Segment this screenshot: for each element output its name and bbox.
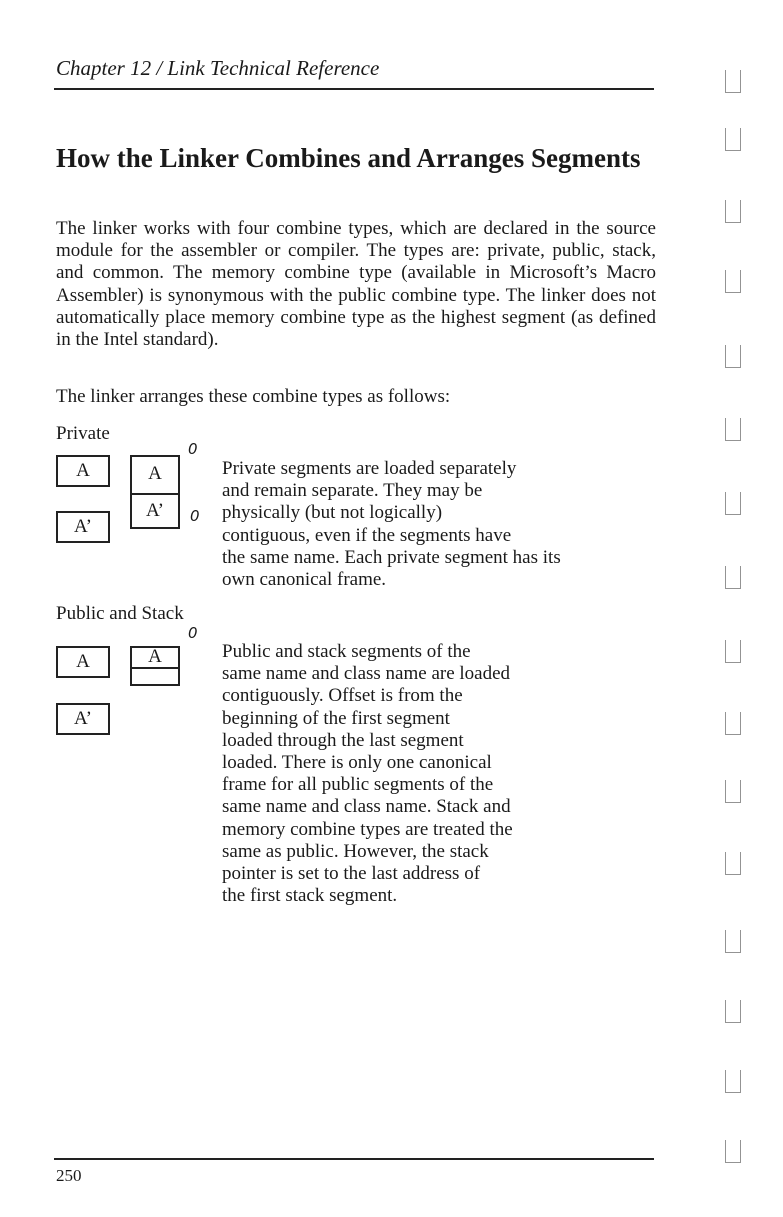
binding-edge-mark (725, 492, 741, 515)
header-rule (54, 88, 654, 90)
public-description-line: same name and class name are loaded (222, 663, 511, 685)
binding-edge-mark (725, 566, 741, 589)
public-segment-a-label: A (76, 651, 90, 672)
public-origin-zero-top: 0 (188, 624, 198, 642)
public-description-line: loaded. There is only one canonical (222, 752, 492, 774)
binding-edge-mark (725, 418, 741, 441)
private-description-line: the same name. Each private segment has its (222, 546, 561, 568)
public-description-line: frame for all public segments of the (222, 774, 494, 796)
public-memory-stack (130, 646, 180, 686)
public-stack-heading: Public and Stack (56, 603, 184, 624)
public-description-line: contiguously. Offset is from the (222, 685, 463, 707)
private-description-line: and remain separate. They may be (222, 480, 483, 502)
binding-edge-mark (725, 128, 741, 151)
private-description-line: contiguous, even if the segments have (222, 524, 512, 546)
private-memory-stack (130, 455, 180, 529)
public-description-line: same name and class name. Stack and (222, 796, 511, 818)
public-description-line: loaded through the last segment (222, 729, 464, 751)
private-segment-a (56, 455, 110, 487)
public-description-line: the first stack segment. (222, 885, 398, 907)
private-segment-a-prime-label: A’ (74, 516, 92, 537)
public-description-line: Public and stack segments of the (222, 641, 471, 662)
footer-rule (54, 1158, 654, 1160)
public-segment-a-prime (56, 703, 110, 735)
public-description-line: pointer is set to the last address of (222, 863, 481, 885)
private-origin-zero-mid: 0 (190, 507, 200, 525)
binding-edge-mark (725, 852, 741, 875)
private-segment-a-prime (56, 511, 110, 543)
private-description (222, 458, 662, 591)
intro-paragraph: The linker works with four combine types, which are declared in the source module for the assembler or compiler. The types are: private, public, stack, and common. The memory combine type (available in Microsoft’s Macro Assembler) is synonymous with the public combine type. The linker does not automatically place memory combine type as the highest segment (as defined in the Intel standard). (56, 218, 656, 351)
binding-edge-mark (725, 1070, 741, 1093)
public-segment-a (56, 646, 110, 678)
public-segment-a-prime-label: A’ (74, 708, 92, 729)
binding-edge-mark (725, 930, 741, 953)
private-description-line: own canonical frame. (222, 569, 387, 591)
public-description-line: same as public. However, the stack (222, 840, 489, 862)
private-description-line: Private segments are loaded separately (222, 458, 517, 479)
section-title: How the Linker Combines and Arranges Segments (56, 143, 641, 173)
private-description-line: physically (but not logically) (222, 502, 443, 524)
private-segment-a-label: A (76, 460, 90, 481)
private-stack-bottom-label: A’ (146, 500, 164, 521)
binding-edge-mark (725, 1140, 741, 1163)
private-stack-top-label: A (132, 457, 178, 495)
running-head: Chapter 12 / Link Technical Reference (56, 56, 380, 80)
binding-edge-mark (725, 712, 741, 735)
binding-edge-mark (725, 200, 741, 223)
public-stack-bottom-cell (132, 669, 178, 686)
public-description-line: memory combine types are treated the (222, 818, 513, 840)
binding-edge-mark (725, 270, 741, 293)
binding-edge-mark (725, 1000, 741, 1023)
private-heading: Private (56, 423, 110, 444)
public-description (222, 641, 662, 907)
binding-edge-mark (725, 780, 741, 803)
public-description-line: beginning of the first segment (222, 707, 450, 729)
private-origin-zero-top: 0 (188, 440, 198, 458)
binding-edge-mark (725, 640, 741, 663)
binding-edge-mark (725, 70, 741, 93)
arrangement-paragraph: The linker arranges these combine types as follows: (56, 386, 451, 407)
public-stack-top-label: A (132, 648, 178, 669)
page-number: 250 (56, 1166, 82, 1185)
binding-edge-mark (725, 345, 741, 368)
